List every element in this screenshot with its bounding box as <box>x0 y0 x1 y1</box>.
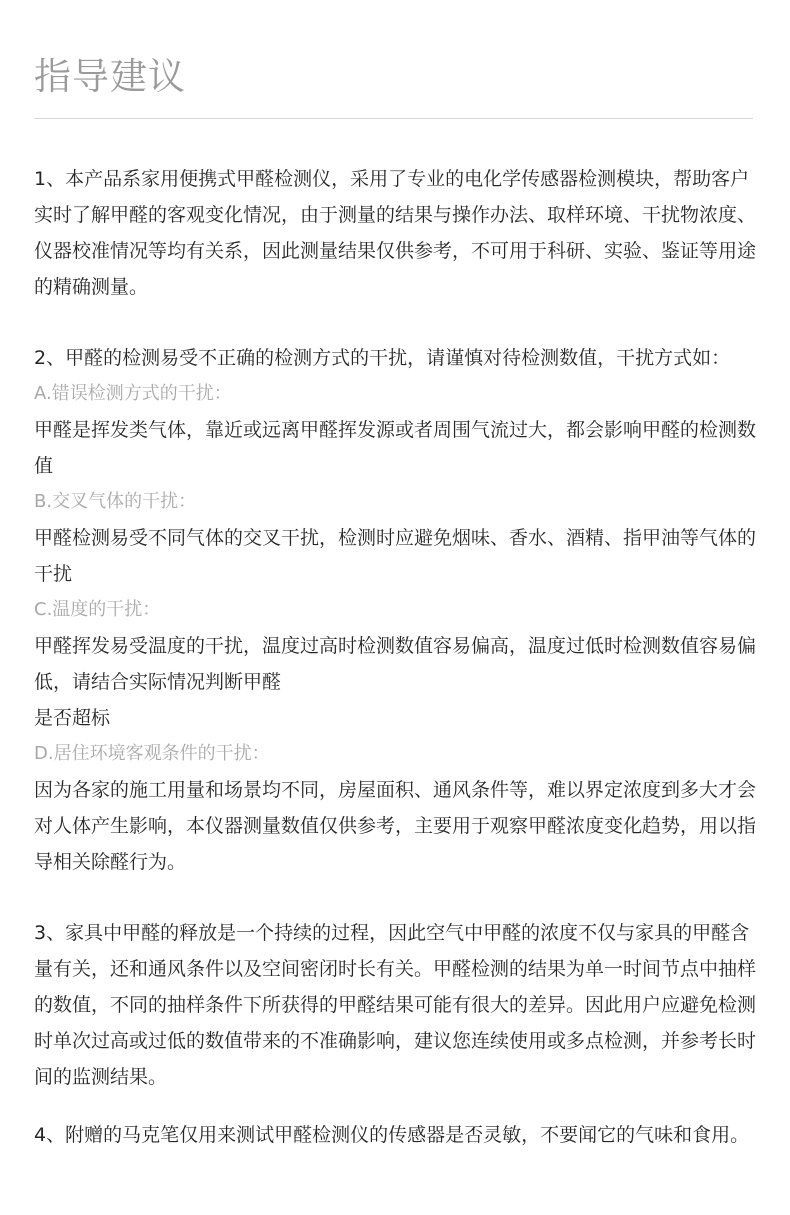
interference-c-text: 甲醛挥发易受温度的干扰，温度过高时检测数值容易偏高，温度过低时检测数值容易偏低，请结合实际情况判断甲醛 <box>34 635 757 693</box>
paragraph-4: 4、附赠的马克笔仅用来测试甲醛检测仪的传感器是否灵敏，不要闻它的气味和食用。 <box>34 1124 750 1146</box>
interference-c-label: C.温度的干扰： <box>34 599 161 620</box>
interference-a-text: 甲醛是挥发类气体，靠近或远离甲醛挥发源或者周围气流过大，都会影响甲醛的检测数值 <box>34 419 757 477</box>
paragraph-2: 2、甲醛的检测易受不正确的检测方式的干扰，请谨慎对待检测数值，干扰方式如： <box>34 347 731 369</box>
interference-c-text-continued: 是否超标 <box>34 707 111 729</box>
paragraph-1: 1、本产品系家用便携式甲醛检测仪，采用了专业的电化学传感器检测模块，帮助客户实时了解甲醛的客观变化情况，由于测量的结果与操作办法、取样环境、干扰物浓度、仪器校准情况等均有关系，因此测量结果仅供参考，不可用于科研、实验、鉴证等用途的精确测量。 <box>34 168 757 298</box>
interference-a-label: A.错误检测方式的干扰： <box>34 383 232 404</box>
interference-d-text: 因为各家的施工用量和场景均不同，房屋面积、通风条件等，难以界定浓度到多大才会对人体产生影响，本仪器测量数值仅供参考，主要用于观察甲醛浓度变化趋势，用以指导相关除醛行为。 <box>34 779 757 873</box>
guidance-content <box>34 161 768 1153</box>
title-divider <box>34 118 753 119</box>
interference-d-label: D.居住环境客观条件的干扰： <box>34 743 270 764</box>
interference-b-label: B.交叉气体的干扰： <box>34 491 197 512</box>
page-title: 指导建议 <box>34 55 186 98</box>
interference-b-text: 甲醛检测易受不同气体的交叉干扰，检测时应避免烟味、香水、酒精、指甲油等气体的干扰 <box>34 527 757 585</box>
paragraph-3: 3、家具中甲醛的释放是一个持续的过程，因此空气中甲醛的浓度不仅与家具的甲醛含量有关，还和通风条件以及空间密闭时长有关。甲醛检测的结果为单一时间节点中抽样的数值，不同的抽样条件下所获得的甲醛结果可能有很大的差异。因此用户应避免检测时单次过高或过低的数值带来的不准确影响，建议您连续使用或多点检测，并参考长时间的监测结果。 <box>34 922 757 1088</box>
